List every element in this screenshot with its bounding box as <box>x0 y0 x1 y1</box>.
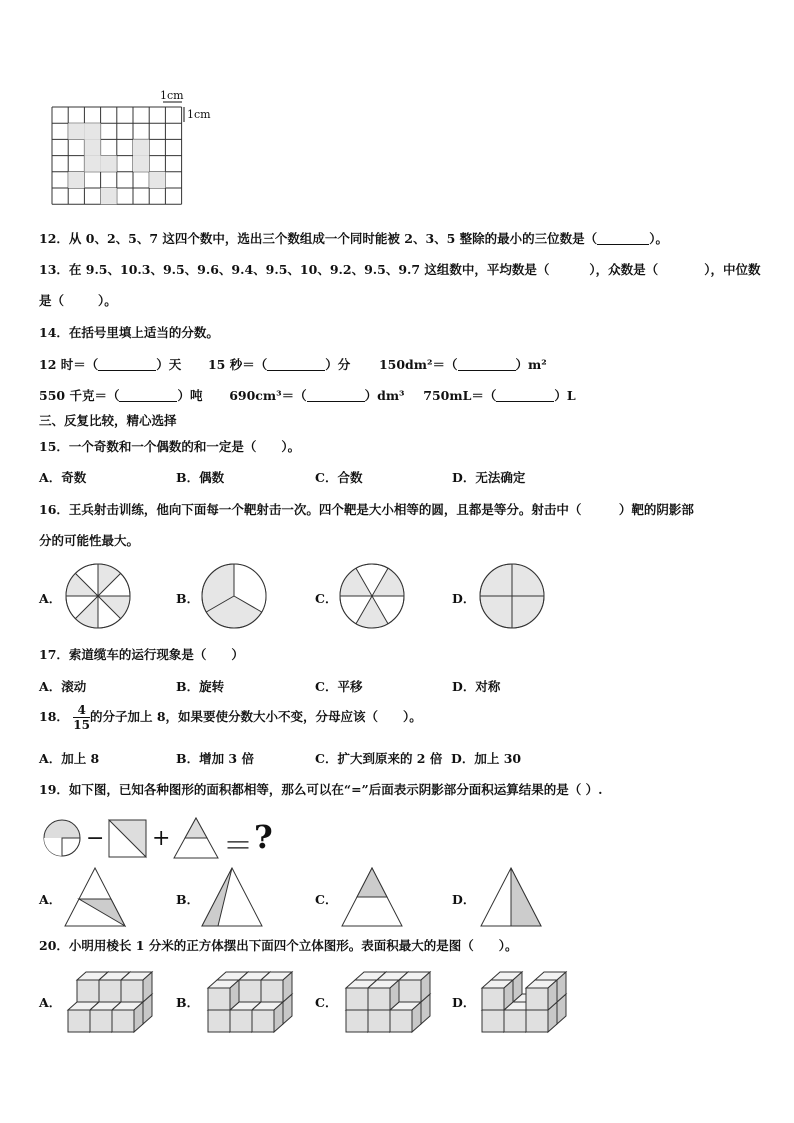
question-13-line1: 13．在 9.5、10.3、9.5、9.6、9.4、9.5、10、9.2、9.5、9.7 这组数中，平均数是（ ），众数是（ ），中位数 <box>39 262 761 277</box>
cube <box>121 972 152 1002</box>
option-d-label[interactable]: D． <box>452 591 476 606</box>
cube <box>252 1002 283 1032</box>
question-15: 15．一个奇数和一个偶数的和一定是（ ）。 <box>39 439 301 454</box>
option-a[interactable]: A．奇数 <box>39 470 87 485</box>
option-d-label[interactable]: D． <box>452 995 476 1010</box>
option-b[interactable]: B．偶数 <box>176 470 225 485</box>
option-c-label[interactable]: C． <box>315 892 338 907</box>
cube <box>112 1002 143 1032</box>
plus-sign: + <box>152 826 171 851</box>
grid-top-label: 1cm <box>160 89 184 102</box>
answer-blank[interactable] <box>119 388 177 402</box>
question-16-line2: 分的可能性最大。 <box>39 533 140 548</box>
grid-figure <box>0 0 794 220</box>
target-b <box>202 564 266 628</box>
question-14-row2: 550 千克＝（ ）吨 690cm³＝（ ）dm³ 750mL＝（ ）L <box>39 388 576 403</box>
question-20: 20．小明用棱长 1 分米的正方体摆出下面四个立体图形。表面积最大的是图（ ）。 <box>39 938 518 953</box>
option-a-label[interactable]: A． <box>39 995 62 1010</box>
option-c-label[interactable]: C． <box>315 995 338 1010</box>
question-mark: ? <box>254 818 273 856</box>
option-b-label[interactable]: B． <box>176 591 200 606</box>
question-16-line1: 16．王兵射击训练，他向下面每一个靶射击一次。四个靶是大小相等的圆，且都是等分。射击中（ ）靶的阴影部 <box>39 502 694 517</box>
option-c[interactable]: C．平移 <box>315 679 363 694</box>
target-c <box>340 564 404 628</box>
answer-blank[interactable] <box>267 357 325 371</box>
equals-sign: ＝ <box>223 829 253 864</box>
answer-blank[interactable] <box>496 388 554 402</box>
target-d <box>480 564 544 628</box>
section-heading: 三、反复比较，精心选择 <box>39 413 177 428</box>
option-c[interactable]: C．扩大到原来的 2 倍 <box>315 751 443 766</box>
question-19: 19．如下图，已知各种图形的面积都相等，那么可以在“=”后面表示阴影部分面积运算结果的是（ ）. <box>39 782 603 797</box>
target-circles <box>0 555 794 645</box>
answer-blank[interactable] <box>307 388 365 402</box>
target-a <box>66 564 130 628</box>
question-18: 18． $\frac{4}{15}$ 的分子加上 8，如果要使分数大小不变，分母应该（ ）。 <box>39 703 422 732</box>
cube <box>208 980 239 1010</box>
cube <box>261 972 292 1002</box>
minus-sign: − <box>86 826 105 851</box>
q19-options <box>0 860 794 930</box>
question-17: 17．索道缆车的运行现象是（ ） <box>39 647 244 662</box>
answer-blank[interactable] <box>458 357 516 371</box>
option-c[interactable]: C．合数 <box>315 470 363 485</box>
option-a[interactable]: A．加上 8 <box>39 751 100 766</box>
cube <box>526 980 557 1010</box>
option-b[interactable]: B．增加 3 倍 <box>176 751 254 766</box>
option-d-label[interactable]: D． <box>452 892 476 907</box>
option-d[interactable]: D．加上 30 <box>451 751 522 766</box>
option-b-label[interactable]: B． <box>176 892 200 907</box>
cube <box>368 980 399 1010</box>
question-14-title: 14．在括号里填上适当的分数。 <box>39 325 219 340</box>
option-a[interactable]: A．滚动 <box>39 679 87 694</box>
option-a-label[interactable]: A． <box>39 892 62 907</box>
cube-figures <box>0 960 794 1040</box>
option-c-label[interactable]: C． <box>315 591 338 606</box>
question-14-row1: 12 时＝（ ）天 15 秒＝（ ）分 150dm²＝（ ）m² <box>39 357 547 372</box>
fraction: $\frac{4}{15}$ <box>73 703 90 732</box>
cube <box>399 972 430 1002</box>
option-d[interactable]: D．无法确定 <box>452 470 526 485</box>
question-13-line2: 是（ ）。 <box>39 293 117 308</box>
answer-blank[interactable] <box>597 231 649 245</box>
option-b-label[interactable]: B． <box>176 995 200 1010</box>
cube <box>482 980 513 1010</box>
question-12: 12．从 0、2、5、7 这四个数中，选出三个数组成一个同时能被 2、3、5 整除的最小的三位数是（ ）。 <box>39 231 668 246</box>
option-b[interactable]: B．旋转 <box>176 679 225 694</box>
option-d[interactable]: D．对称 <box>452 679 501 694</box>
answer-blank[interactable] <box>98 357 156 371</box>
grid-side-label: 1cm <box>187 108 211 121</box>
option-a-label[interactable]: A． <box>39 591 62 606</box>
